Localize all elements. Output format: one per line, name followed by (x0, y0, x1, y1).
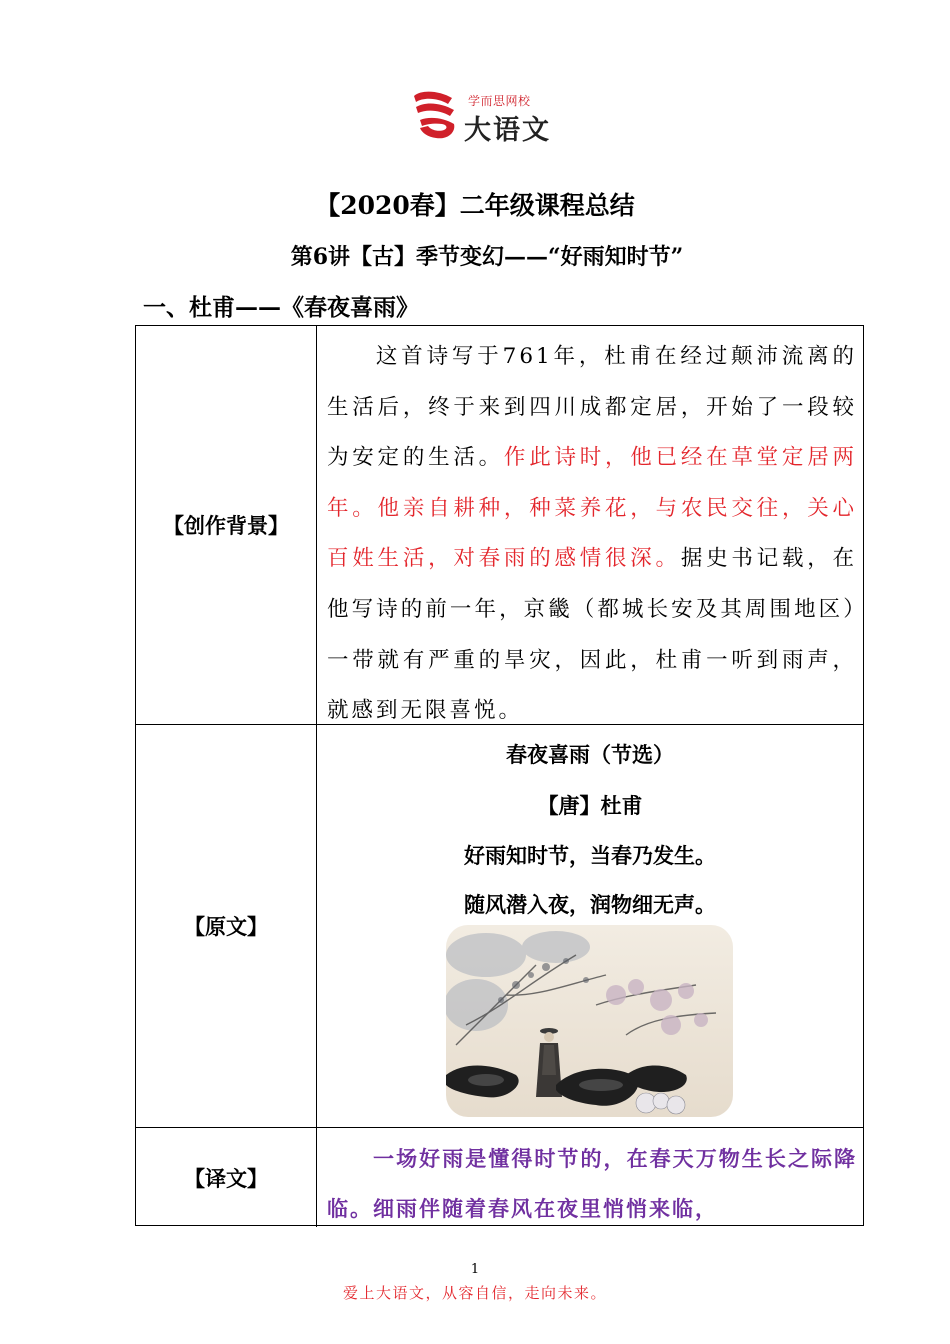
table-row-translation (136, 1128, 863, 1227)
brand-logo-icon (408, 90, 462, 142)
poem-title: 春夜喜雨（节选） (506, 742, 674, 767)
background-intro: 这首诗写于761年，杜甫在经过颠沛流离的生活后，终于来到四川成都定居，开始了一段较为安定的生活。 (327, 344, 857, 471)
poem-line-2: 随风潜入夜，润物细无声。 (464, 892, 716, 917)
page-number: 1 (470, 1262, 480, 1277)
document-title: 【2020春】二年级课程总结 (315, 191, 635, 220)
background-highlight: 作此诗时，他已经在草堂定居两年。他亲自耕种，种菜养花，与农民交往，关心百姓生活，对春雨的感情很深。 (327, 445, 857, 572)
background-content (317, 326, 863, 724)
translation-paragraph (327, 1134, 857, 1234)
section-heading: 一、杜甫——《春夜喜雨》 (143, 294, 419, 321)
translation-text: 一场好雨是懂得时节的，在春天万物生长之际降临。细雨伴随着春风在夜里悄悄来临， (327, 1146, 857, 1221)
background-paragraph (327, 332, 857, 737)
logo-title: 大语文 (464, 115, 551, 146)
original-content (317, 725, 863, 1127)
background-label: 【创作背景】 (136, 326, 317, 724)
table-row-background (136, 326, 863, 725)
table-row-original (136, 725, 863, 1128)
poem-author: 【唐】杜甫 (537, 793, 643, 818)
poem-line-1: 好雨知时节，当春乃发生。 (464, 843, 716, 868)
brand-logo (408, 88, 558, 146)
translation-label: 【译文】 (136, 1128, 317, 1227)
original-label: 【原文】 (136, 725, 317, 1127)
poem-table (135, 325, 864, 1226)
lesson-title: 第6讲【古】季节变幻——“好雨知时节” (290, 244, 684, 270)
ink-painting-illustration (446, 925, 733, 1117)
translation-content (317, 1128, 863, 1227)
background-end: 据史书记载，在他写诗的前一年，京畿（都城长安及其周围地区）一带就有严重的旱灾，因此，杜甫一听到雨声，就感到无限喜悦。 (327, 546, 857, 724)
footer-slogan: 爱上大语文，从容自信，走向未来。 (342, 1284, 607, 1302)
logo-subtitle: 学而思网校 (468, 94, 531, 108)
